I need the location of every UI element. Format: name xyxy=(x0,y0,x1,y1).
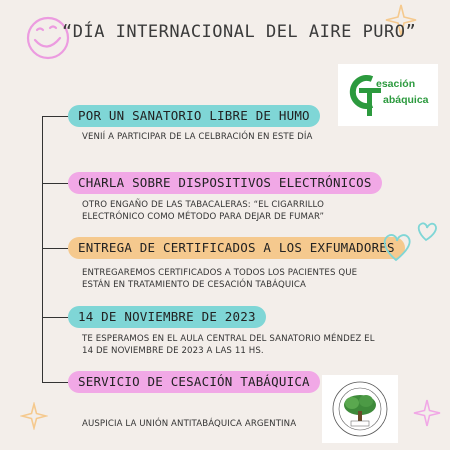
logo-text-line2: abáquica xyxy=(383,94,429,106)
hearts-icon xyxy=(382,216,446,272)
item-desc-line: TE ESPERAMOS EN EL AULA CENTRAL DEL SANATORIO MÉNDEZ EL xyxy=(82,334,375,344)
item-pill-certificados: ENTREGA DE CERTIFICADOS A LOS EXFUMADORES xyxy=(68,237,405,259)
item-desc xyxy=(82,131,312,143)
item-desc xyxy=(82,333,375,357)
cata-logo xyxy=(322,375,398,443)
item-desc-line: OTRO ENGAÑO DE LAS TABACALERAS: “EL CIGARRILLO xyxy=(82,200,324,210)
footer-sponsor: AUSPICIA LA UNIÓN ANTITABÁQUICA ARGENTINA xyxy=(82,419,297,429)
item-desc xyxy=(82,199,324,223)
logo-text-line1: esación xyxy=(376,78,416,90)
timeline-connector xyxy=(42,183,68,184)
tree-seal-icon xyxy=(330,379,390,439)
item-pill-servicio: SERVICIO DE CESACIÓN TABÁQUICA xyxy=(68,371,320,393)
sparkle-icon xyxy=(20,402,48,430)
item-desc-line: ELECTRÓNICO COMO MÉTODO PARA DEJAR DE FUMAR” xyxy=(82,212,325,222)
item-desc-line: ESTÁN EN TRATAMIENTO DE CESACIÓN TABÁQUICA xyxy=(82,280,306,290)
item-pill-charla: CHARLA SOBRE DISPOSITIVOS ELECTRÓNICOS xyxy=(68,172,382,194)
cesacion-tabaquica-logo xyxy=(338,64,438,126)
timeline-connector xyxy=(42,317,68,318)
page-title: “DÍA INTERNACIONAL DEL AIRE PURO” xyxy=(62,22,417,42)
item-desc-line: VENIÍ A PARTICIPAR DE LA CELBRACIÓN EN ESTE DÍA xyxy=(82,132,313,142)
timeline-connector xyxy=(42,382,68,383)
item-desc xyxy=(82,267,357,291)
item-desc-line: ENTREGAREMOS CERTIFICADOS A TODOS LOS PACIENTES QUE xyxy=(82,268,358,278)
timeline-vertical-line xyxy=(42,116,43,383)
item-pill-fecha: 14 DE NOVIEMBRE DE 2023 xyxy=(68,306,266,328)
item-desc-line: 14 DE NOVIEMBRE DE 2023 A LAS 11 HS. xyxy=(82,346,264,356)
timeline-connector xyxy=(42,248,68,249)
timeline-connector xyxy=(42,116,68,117)
sparkle-icon xyxy=(412,398,442,428)
item-pill-sanatorio: POR UN SANATORIO LIBRE DE HUMO xyxy=(68,105,320,127)
